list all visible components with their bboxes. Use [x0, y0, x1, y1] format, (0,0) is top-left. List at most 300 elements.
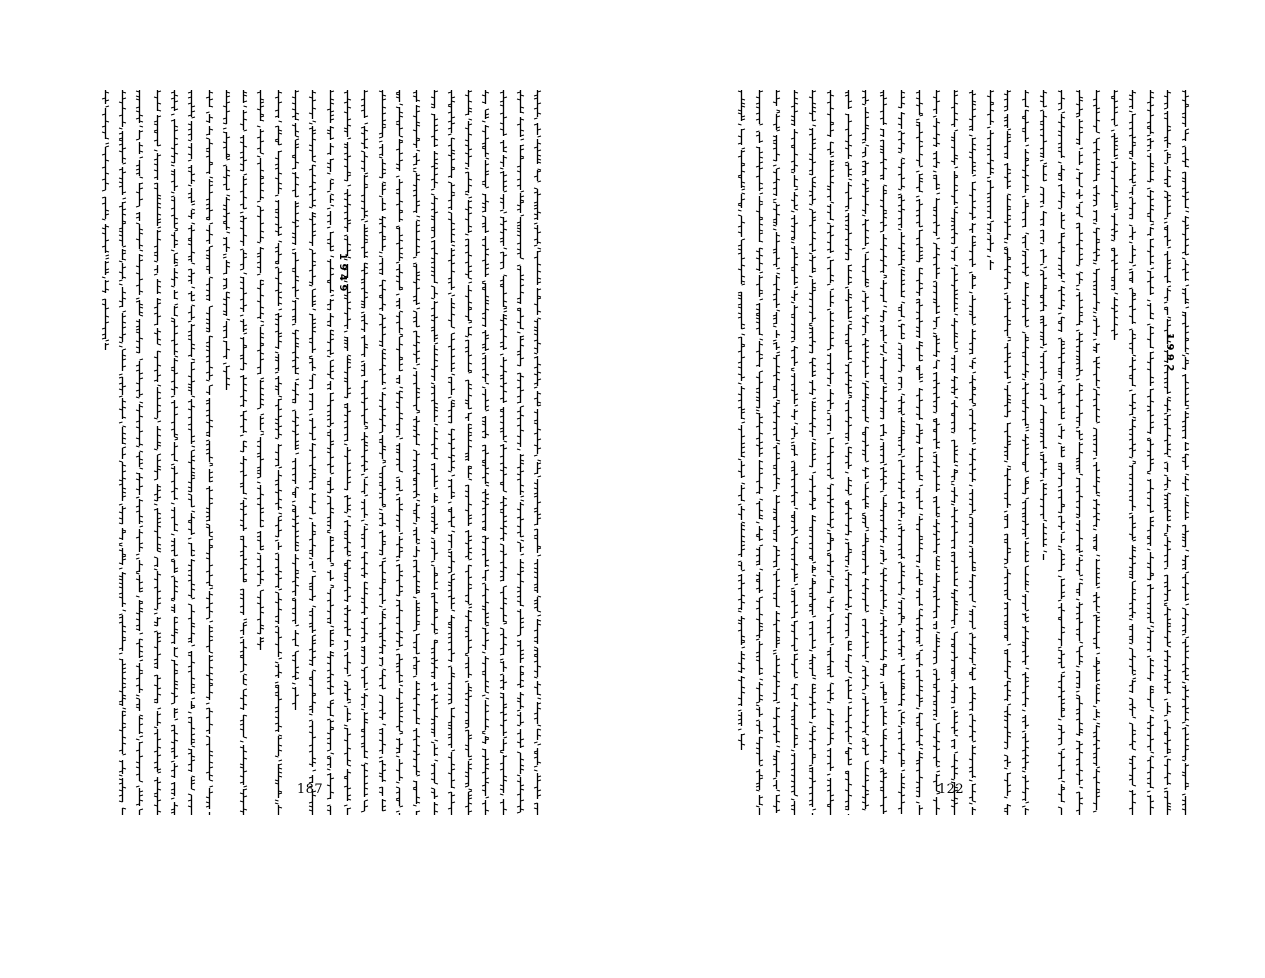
glyph-stroke	[275, 756, 279, 757]
glyph-stroke	[209, 621, 213, 622]
glyph-stroke	[209, 780, 213, 781]
text-column-glyphs	[431, 90, 438, 815]
glyph-stroke	[1043, 520, 1047, 521]
glyph-stroke	[257, 274, 261, 275]
glyph-stroke	[413, 676, 417, 677]
text-column-glyphs	[1040, 90, 1047, 560]
glyph-stroke	[1147, 300, 1151, 301]
glyph-stroke	[330, 563, 334, 564]
glyph-stroke	[140, 526, 144, 527]
text-column	[309, 90, 316, 815]
glyph-stroke	[1164, 222, 1168, 223]
glyph-stroke	[431, 194, 435, 195]
glyph-stroke	[1164, 533, 1168, 534]
text-column-glyphs	[379, 90, 386, 815]
glyph-stroke	[244, 689, 248, 690]
glyph-stroke	[1061, 112, 1065, 113]
glyph-stroke	[379, 695, 383, 696]
glyph-stroke	[365, 221, 369, 222]
glyph-stroke	[119, 568, 123, 569]
glyph-stroke	[188, 160, 192, 161]
glyph-stroke	[1182, 722, 1186, 723]
glyph-stroke	[1058, 719, 1062, 720]
glyph-stroke	[347, 555, 351, 556]
glyph-stroke	[396, 649, 400, 650]
glyph-stroke	[174, 656, 178, 657]
glyph-stroke	[469, 759, 473, 760]
glyph-stroke	[534, 766, 538, 767]
glyph-stroke	[154, 569, 158, 570]
glyph-stroke	[261, 321, 265, 322]
glyph-stroke	[278, 735, 282, 736]
glyph-stroke	[1182, 355, 1186, 356]
glyph-stroke	[1079, 642, 1083, 643]
glyph-stroke	[482, 387, 486, 388]
glyph-stroke	[451, 610, 455, 611]
glyph-stroke	[1058, 338, 1062, 339]
glyph-stroke	[503, 275, 507, 276]
glyph-stroke	[396, 294, 400, 295]
glyph-stroke	[171, 503, 175, 504]
glyph-stroke	[521, 554, 525, 555]
glyph-stroke	[361, 312, 365, 313]
glyph-stroke	[1040, 206, 1044, 207]
glyph-stroke	[327, 719, 331, 720]
glyph-stroke	[154, 261, 158, 262]
glyph-stroke	[157, 227, 161, 228]
glyph-stroke	[1150, 752, 1154, 753]
glyph-stroke	[122, 708, 126, 709]
glyph-stroke	[226, 195, 230, 196]
glyph-stroke	[192, 446, 196, 447]
glyph-stroke	[382, 466, 386, 467]
glyph-stroke	[538, 476, 542, 477]
glyph-stroke	[257, 482, 261, 483]
glyph-stroke	[344, 512, 348, 513]
glyph-stroke	[1076, 427, 1080, 428]
glyph-stroke	[240, 435, 244, 436]
left-page	[96, 90, 546, 860]
glyph-stroke	[1076, 599, 1080, 600]
glyph-stroke	[261, 378, 265, 379]
glyph-stroke	[261, 153, 265, 154]
glyph-stroke	[1093, 205, 1097, 206]
glyph-stroke	[1150, 710, 1154, 711]
glyph-stroke	[1168, 286, 1172, 287]
glyph-stroke	[448, 471, 452, 472]
glyph-stroke	[192, 117, 196, 118]
glyph-stroke	[1076, 169, 1080, 170]
glyph-stroke	[396, 262, 400, 263]
glyph-stroke	[486, 410, 490, 411]
glyph-stroke	[1129, 269, 1133, 270]
glyph-stroke	[1058, 744, 1062, 745]
glyph-stroke	[244, 130, 248, 131]
glyph-stroke	[448, 397, 452, 398]
glyph-stroke	[1129, 698, 1133, 699]
glyph-stroke	[171, 396, 175, 397]
glyph-stroke	[538, 725, 542, 726]
glyph-stroke	[521, 191, 525, 192]
glyph-stroke	[136, 497, 140, 498]
text-column	[1111, 90, 1118, 340]
glyph-stroke	[538, 460, 542, 461]
glyph-stroke	[413, 311, 417, 312]
glyph-stroke	[448, 703, 452, 704]
glyph-stroke	[465, 681, 469, 682]
glyph-stroke	[330, 473, 334, 474]
glyph-stroke	[140, 177, 144, 178]
glyph-stroke	[486, 698, 490, 699]
glyph-stroke	[399, 438, 403, 439]
glyph-stroke	[1164, 163, 1168, 164]
glyph-stroke	[1076, 375, 1080, 376]
glyph-stroke	[451, 750, 455, 751]
glyph-stroke	[1097, 767, 1101, 768]
glyph-stroke	[379, 757, 383, 758]
glyph-stroke	[382, 462, 386, 463]
glyph-stroke	[327, 756, 331, 757]
glyph-stroke	[136, 298, 140, 299]
glyph-stroke	[1147, 791, 1151, 792]
glyph-stroke	[119, 374, 123, 375]
glyph-stroke	[192, 223, 196, 224]
text-column-glyphs	[1022, 90, 1029, 815]
glyph-stroke	[122, 610, 126, 611]
glyph-stroke	[1026, 471, 1030, 472]
glyph-stroke	[223, 165, 227, 166]
glyph-stroke	[1150, 707, 1154, 708]
glyph-stroke	[313, 161, 317, 162]
glyph-stroke	[292, 324, 296, 325]
glyph-stroke	[240, 212, 244, 213]
glyph-stroke	[140, 402, 144, 403]
glyph-stroke	[1040, 480, 1044, 481]
glyph-stroke	[154, 613, 158, 614]
glyph-stroke	[396, 560, 400, 561]
glyph-stroke	[413, 168, 417, 169]
glyph-stroke	[451, 374, 455, 375]
glyph-stroke	[1079, 186, 1083, 187]
glyph-stroke	[1168, 247, 1172, 248]
glyph-stroke	[486, 158, 490, 159]
glyph-stroke	[122, 426, 126, 427]
glyph-stroke	[122, 311, 126, 312]
glyph-stroke	[538, 248, 542, 249]
glyph-stroke	[379, 196, 383, 197]
glyph-stroke	[140, 633, 144, 634]
glyph-stroke	[174, 439, 178, 440]
glyph-stroke	[136, 397, 140, 398]
text-column	[240, 90, 247, 815]
glyph-stroke	[538, 555, 542, 556]
glyph-stroke	[1164, 699, 1168, 700]
glyph-stroke	[451, 475, 455, 476]
glyph-stroke	[399, 387, 403, 388]
glyph-stroke	[1164, 302, 1168, 303]
glyph-stroke	[136, 573, 140, 574]
glyph-stroke	[119, 261, 123, 262]
glyph-stroke	[192, 209, 196, 210]
glyph-stroke	[330, 194, 334, 195]
glyph-stroke	[1132, 785, 1136, 786]
glyph-stroke	[482, 695, 486, 696]
glyph-stroke	[226, 159, 230, 160]
glyph-stroke	[1132, 417, 1136, 418]
glyph-stroke	[503, 586, 507, 587]
glyph-stroke	[244, 674, 248, 675]
glyph-stroke	[1115, 293, 1119, 294]
glyph-stroke	[396, 176, 400, 177]
glyph-stroke	[278, 309, 282, 310]
glyph-stroke	[192, 698, 196, 699]
text-column	[1147, 90, 1154, 815]
glyph-stroke	[275, 438, 279, 439]
glyph-stroke	[399, 806, 403, 807]
glyph-stroke	[379, 141, 383, 142]
text-column-glyphs	[344, 90, 351, 815]
glyph-stroke	[327, 805, 331, 806]
glyph-stroke	[448, 572, 452, 573]
glyph-stroke	[278, 121, 282, 122]
text-column	[482, 90, 489, 815]
glyph-stroke	[278, 396, 282, 397]
glyph-stroke	[1076, 330, 1080, 331]
glyph-stroke	[1004, 110, 1008, 111]
glyph-stroke	[1079, 272, 1083, 273]
glyph-stroke	[1132, 540, 1136, 541]
text-column	[327, 90, 334, 815]
glyph-stroke	[347, 675, 351, 676]
glyph-stroke	[209, 223, 213, 224]
glyph-stroke	[1061, 281, 1065, 282]
glyph-stroke	[244, 619, 248, 620]
glyph-stroke	[382, 388, 386, 389]
glyph-stroke	[1129, 723, 1133, 724]
glyph-stroke	[417, 412, 421, 413]
glyph-stroke	[469, 791, 473, 792]
glyph-stroke	[1164, 605, 1168, 606]
glyph-stroke	[1147, 324, 1151, 325]
glyph-stroke	[140, 359, 144, 360]
glyph-stroke	[327, 173, 331, 174]
glyph-stroke	[1186, 211, 1190, 212]
glyph-stroke	[1026, 233, 1030, 234]
glyph-stroke	[379, 606, 383, 607]
glyph-stroke	[136, 558, 140, 559]
text-column-glyphs	[171, 90, 178, 815]
glyph-stroke	[434, 760, 438, 761]
glyph-stroke	[534, 118, 538, 119]
glyph-stroke	[1079, 439, 1083, 440]
glyph-stroke	[292, 501, 296, 502]
glyph-stroke	[171, 559, 175, 560]
glyph-stroke	[379, 252, 383, 253]
glyph-stroke	[500, 168, 504, 169]
text-column	[500, 90, 507, 815]
glyph-stroke	[275, 372, 279, 373]
text-column-glyphs	[119, 90, 126, 815]
glyph-stroke	[330, 256, 334, 257]
glyph-stroke	[1061, 749, 1065, 750]
glyph-stroke	[136, 139, 140, 140]
glyph-stroke	[119, 614, 123, 615]
glyph-stroke	[1093, 458, 1097, 459]
glyph-stroke	[469, 278, 473, 279]
glyph-stroke	[122, 447, 126, 448]
glyph-stroke	[327, 532, 331, 533]
glyph-stroke	[296, 625, 300, 626]
glyph-stroke	[538, 744, 542, 745]
glyph-stroke	[261, 325, 265, 326]
glyph-stroke	[257, 242, 261, 243]
glyph-stroke	[1186, 604, 1190, 605]
glyph-stroke	[1168, 646, 1172, 647]
glyph-stroke	[136, 786, 140, 787]
glyph-stroke	[417, 220, 421, 221]
glyph-stroke	[1186, 285, 1190, 286]
glyph-stroke	[448, 502, 452, 503]
glyph-stroke	[105, 258, 109, 259]
glyph-stroke	[521, 540, 525, 541]
glyph-stroke	[517, 710, 521, 711]
glyph-stroke	[278, 513, 282, 514]
glyph-stroke	[1093, 312, 1097, 313]
glyph-stroke	[1076, 116, 1080, 117]
glyph-stroke	[309, 714, 313, 715]
glyph-stroke	[1040, 452, 1044, 453]
glyph-stroke	[257, 156, 261, 157]
text-column-glyphs	[1147, 90, 1154, 815]
glyph-stroke	[275, 540, 279, 541]
glyph-stroke	[206, 380, 210, 381]
glyph-stroke	[382, 349, 386, 350]
glyph-stroke	[171, 534, 175, 535]
glyph-stroke	[417, 543, 421, 544]
glyph-stroke	[223, 128, 227, 129]
glyph-stroke	[244, 106, 248, 107]
glyph-stroke	[1097, 723, 1101, 724]
glyph-stroke	[119, 504, 123, 505]
glyph-stroke	[327, 496, 331, 497]
glyph-stroke	[1164, 603, 1168, 604]
glyph-stroke	[361, 709, 365, 710]
glyph-stroke	[1147, 473, 1151, 474]
glyph-stroke	[261, 590, 265, 591]
glyph-stroke	[399, 136, 403, 137]
glyph-stroke	[379, 665, 383, 666]
glyph-stroke	[313, 770, 317, 771]
glyph-stroke	[278, 658, 282, 659]
glyph-stroke	[503, 623, 507, 624]
glyph-stroke	[192, 511, 196, 512]
glyph-stroke	[417, 216, 421, 217]
glyph-stroke	[1040, 243, 1044, 244]
glyph-stroke	[486, 692, 490, 693]
glyph-stroke	[154, 479, 158, 480]
glyph-stroke	[1004, 247, 1008, 248]
glyph-stroke	[382, 506, 386, 507]
glyph-stroke	[451, 531, 455, 532]
glyph-stroke	[517, 449, 521, 450]
glyph-stroke	[1182, 634, 1186, 635]
glyph-stroke	[534, 223, 538, 224]
glyph-stroke	[517, 265, 521, 266]
glyph-stroke	[1129, 158, 1133, 159]
glyph-stroke	[431, 237, 435, 238]
glyph-stroke	[431, 189, 435, 190]
glyph-stroke	[413, 630, 417, 631]
glyph-stroke	[361, 520, 365, 521]
glyph-stroke	[1008, 194, 1012, 195]
glyph-stroke	[171, 703, 175, 704]
glyph-stroke	[1164, 413, 1168, 414]
glyph-stroke	[275, 553, 279, 554]
text-column-glyphs	[1111, 90, 1118, 340]
glyph-stroke	[448, 549, 452, 550]
glyph-stroke	[209, 465, 213, 466]
glyph-stroke	[119, 342, 123, 343]
glyph-stroke	[1097, 138, 1101, 139]
glyph-stroke	[157, 708, 161, 709]
glyph-stroke	[1164, 150, 1168, 151]
glyph-stroke	[309, 414, 313, 415]
glyph-stroke	[174, 265, 178, 266]
glyph-stroke	[1043, 351, 1047, 352]
glyph-stroke	[534, 647, 538, 648]
glyph-stroke	[122, 754, 126, 755]
glyph-stroke	[1129, 643, 1133, 644]
glyph-stroke	[347, 765, 351, 766]
glyph-stroke	[1076, 691, 1080, 692]
glyph-stroke	[192, 359, 196, 360]
glyph-stroke	[171, 250, 175, 251]
glyph-stroke	[309, 356, 313, 357]
glyph-stroke	[1182, 146, 1186, 147]
glyph-stroke	[1058, 576, 1062, 577]
glyph-stroke	[257, 408, 261, 409]
glyph-stroke	[313, 374, 317, 375]
text-column	[292, 90, 299, 710]
glyph-stroke	[1093, 223, 1097, 224]
glyph-stroke	[431, 565, 435, 566]
glyph-stroke	[275, 352, 279, 353]
glyph-stroke	[330, 565, 334, 566]
glyph-stroke	[171, 165, 175, 166]
glyph-stroke	[361, 361, 365, 362]
glyph-stroke	[1129, 390, 1133, 391]
text-column	[275, 90, 282, 815]
glyph-stroke	[379, 314, 383, 315]
glyph-stroke	[517, 542, 521, 543]
glyph-stroke	[174, 230, 178, 231]
text-column-glyphs	[534, 90, 541, 815]
glyph-stroke	[482, 281, 486, 282]
glyph-stroke	[1076, 285, 1080, 286]
glyph-stroke	[330, 700, 334, 701]
glyph-stroke	[136, 739, 140, 740]
glyph-stroke	[1147, 188, 1151, 189]
glyph-stroke	[344, 725, 348, 726]
text-column	[1040, 90, 1047, 560]
glyph-stroke	[538, 169, 542, 170]
glyph-stroke	[365, 428, 369, 429]
glyph-stroke	[503, 441, 507, 442]
glyph-stroke	[1043, 551, 1047, 552]
glyph-stroke	[1058, 546, 1062, 547]
glyph-stroke	[517, 332, 521, 333]
glyph-stroke	[399, 731, 403, 732]
